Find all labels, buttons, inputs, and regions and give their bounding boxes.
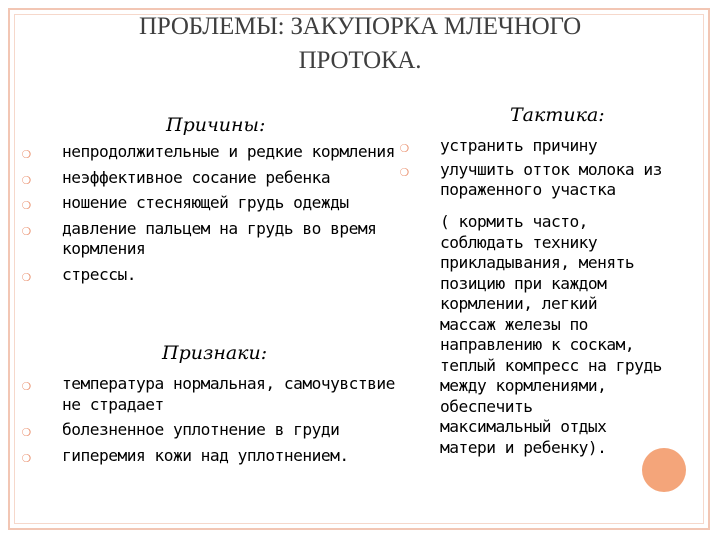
bullet-icon: ❍ <box>22 195 32 213</box>
list-item <box>18 420 398 441</box>
list-item <box>18 142 398 163</box>
bullet-icon: ❍ <box>400 161 410 180</box>
list-item <box>18 265 398 286</box>
bullet-icon: ❍ <box>400 138 410 156</box>
tactics-heading: Тактика: <box>510 104 605 126</box>
cause-text: давление пальцем на грудь во время кормления <box>62 218 377 258</box>
list-item <box>18 446 398 467</box>
signs-list <box>18 374 398 466</box>
tactics-detail: ( кормить часто, соблюдать технику прикладывания, менять позицию при каждом кормлении, легкий массаж железы по направлению к соскам, теплый компресс на грудь между кормлениями, обеспечить максимальный отдых матери и ребенку). <box>440 212 662 457</box>
list-item <box>396 160 706 201</box>
sign-text: болезненное уплотнение в груди <box>62 420 340 439</box>
list-item <box>18 374 398 415</box>
bullet-icon: ❍ <box>22 447 32 466</box>
sign-text: гиперемия кожи над уплотнением. <box>62 445 349 465</box>
list-item <box>18 219 398 260</box>
bullet-icon: ❍ <box>22 422 32 440</box>
list-item <box>396 136 706 157</box>
signs-heading: Признаки: <box>162 342 268 364</box>
cause-text: ношение стесняющей грудь одежды <box>62 193 349 212</box>
bullet-icon: ❍ <box>22 376 32 394</box>
bullet-icon: ❍ <box>22 144 32 162</box>
bullet-icon: ❍ <box>22 169 32 188</box>
causes-list <box>18 142 398 285</box>
bullet-icon: ❍ <box>22 266 32 285</box>
causes-heading: Причины: <box>166 114 266 136</box>
list-item <box>18 193 398 214</box>
list-item <box>18 168 398 189</box>
tactic-text: устранить причину <box>440 136 598 155</box>
sign-text: температура нормальная, самочувствие не страдает <box>62 374 395 414</box>
cause-text: непродолжительные и редкие кормления <box>62 142 395 161</box>
cause-text: стрессы. <box>62 264 136 284</box>
slide-title: ПРОБЛЕМЫ: ЗАКУПОРКА МЛЕЧНОГО ПРОТОКА. <box>138 13 582 74</box>
cause-text: неэффективное сосание ребенка <box>62 167 331 187</box>
tactic-text: улучшить отток молока из пораженного участка <box>440 159 662 199</box>
bullet-icon: ❍ <box>22 220 32 239</box>
decorative-circle <box>642 448 686 492</box>
tactics-list <box>396 136 706 201</box>
